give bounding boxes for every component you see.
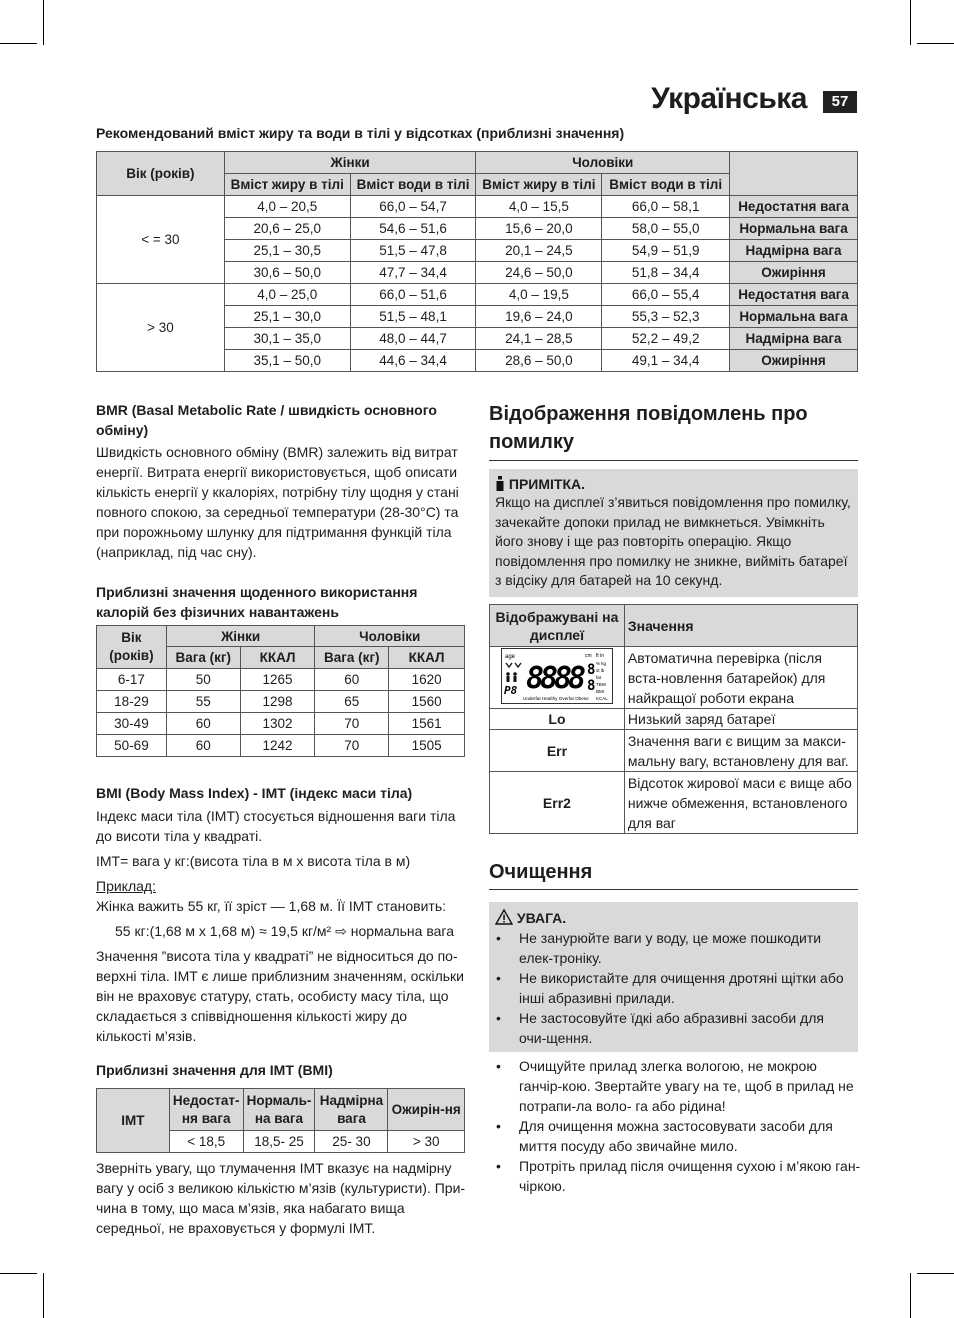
- lcd-ftin-label: ft in: [595, 653, 604, 659]
- kcal-cell: 1302: [240, 713, 315, 735]
- errors-heading-block: [489, 400, 858, 461]
- info-icon: [495, 476, 505, 491]
- kcal-cell: 1560: [389, 691, 465, 713]
- lcd-p8: P8: [503, 684, 518, 697]
- kcal-cell: 1561: [389, 713, 465, 735]
- error-meaning: Значення ваги є вищим за макси-мальну вагу, встановлену для ваг.: [624, 730, 857, 772]
- kcal-cell: 60: [166, 735, 240, 757]
- display-header: Відображувані на дисплеї: [490, 605, 625, 647]
- value-cell: 4,0 – 20,5: [224, 196, 350, 218]
- value-cell: 20,1 – 24,5: [476, 240, 602, 262]
- age-header: Вік (років): [97, 152, 225, 196]
- cleaning-item: • Протріть прилад після очищення сухою і м’якою ган-чіркою.: [489, 1156, 861, 1196]
- lcd-person-icon: [506, 676, 509, 682]
- bmi-text-2: Значення ”висота тіла у квадраті” не відноситься до по-верхні тіла. IMT є лише приблизним значенням, оскільки він не враховує статуру, стать, особисту масу тіла, що складається з співвідношення кількості жиру до кількості м’язів.: [96, 948, 464, 1044]
- crop-mark: [43, 0, 44, 45]
- age-group-cell: < = 30: [97, 196, 225, 284]
- cleaning-list: [489, 1056, 861, 1196]
- kcal-heading: Приблизні значення щоденного використання калорій без фізичних навантажень: [96, 584, 418, 620]
- kcal-cell: 30-49: [97, 713, 167, 735]
- error-code: Err2: [490, 772, 625, 834]
- lcd-display-image: [501, 648, 613, 704]
- note-title: ПРИМІТКА.: [508, 476, 586, 492]
- kcal-cell: 1242: [240, 735, 315, 757]
- fat-water-table: [96, 151, 858, 372]
- bmi-calc: [96, 921, 466, 941]
- value-cell: 44,6 – 34,4: [350, 350, 476, 372]
- note-title-row: [495, 476, 852, 493]
- weight-header: Вага (кг): [315, 647, 389, 669]
- men-header: Чоловіки: [476, 152, 730, 174]
- kcal-cell: 70: [315, 735, 389, 757]
- kcal-cell: 50: [166, 669, 240, 691]
- weight-header: Вага (кг): [166, 647, 240, 669]
- warning-icon: [495, 909, 513, 925]
- kcal-table-row: [97, 669, 465, 691]
- kcal-cell: 6-17: [97, 669, 167, 691]
- kcal-cell: 70: [315, 713, 389, 735]
- value-cell: 20,6 – 25,0: [224, 218, 350, 240]
- kcal-cell: 55: [166, 691, 240, 713]
- imt-table: [96, 1088, 465, 1153]
- category-cell: Недостатня вага: [730, 284, 858, 306]
- cleaning-heading-block: [489, 858, 858, 890]
- value-cell: 66,0 – 51,6: [350, 284, 476, 306]
- imt-value: 18,5- 25: [243, 1131, 315, 1153]
- warning-box: [489, 902, 858, 1052]
- lcd-person-icon: [513, 672, 517, 676]
- lcd-unit: KCAL: [595, 696, 608, 701]
- value-cell: 66,0 – 58,1: [602, 196, 730, 218]
- kcal-cell: 1298: [240, 691, 315, 713]
- cleaning-item: • Очищуйте прилад злегка вологою, не мокрою ганчір-кою. Звертайте увагу на те, щоб в прилад не потрапи-ла воло- га або рідина!: [489, 1056, 861, 1116]
- error-meaning: Низький заряд батареї: [624, 709, 857, 730]
- meaning-header: Значення: [624, 605, 857, 647]
- kcal-cell: 1620: [389, 669, 465, 691]
- value-cell: 55,3 – 52,3: [602, 306, 730, 328]
- value-cell: 49,1 – 34,4: [602, 350, 730, 372]
- imt-value: > 30: [388, 1131, 465, 1153]
- warning-title-row: [495, 908, 852, 928]
- warning-title: УВАГА.: [516, 910, 567, 926]
- lcd-unit: fat: [595, 675, 601, 680]
- value-cell: 51,5 – 47,8: [350, 240, 476, 262]
- bmi-formula: IMT= вага у кг:(висота тіла в м х висота тіла в м): [96, 853, 411, 869]
- fat-table-title: Рекомендований вміст жиру та води в тілі у відсотках (приблизні значення): [96, 125, 625, 141]
- fat-header: Вміст жиру в тілі: [476, 174, 602, 196]
- value-cell: 4,0 – 25,0: [224, 284, 350, 306]
- kcal-table: [96, 625, 465, 757]
- lcd-display-cell: [490, 647, 625, 709]
- crop-mark: [917, 43, 954, 44]
- crop-mark: [917, 1273, 954, 1274]
- category-cell: Надмірна вага: [730, 240, 858, 262]
- bmr-text: Швидкість основного обміну (BMR) залежить від витрат енергії. Витрата енергії використовується, щоб описати кількість енергії у ккалоріях, потрібну тілу щодня у стані повного спокою, за середньої температури (28-30°C) та при порожньому шлунку для підтримання функцій тіла (наприклад, під час сну).: [96, 444, 459, 560]
- kcal-cell: 60: [166, 713, 240, 735]
- value-cell: 66,0 – 54,7: [350, 196, 476, 218]
- category-cell: Нормальна вага: [730, 218, 858, 240]
- cleaning-heading: Очищення: [489, 861, 593, 883]
- lcd-small-digit: 8: [586, 662, 596, 678]
- lcd-digits: 8888: [525, 661, 586, 696]
- errors-heading: Відображення повідомлень про помилку: [489, 403, 808, 453]
- example-text: Жінка важить 55 кг, її зріст — 1,68 м. Її IMT становить:: [96, 898, 447, 914]
- warning-item: • Не застосовуйте їдкі або абразивні засоби для очи-щення.: [489, 1008, 849, 1048]
- kcal-men-header: Чоловіки: [315, 626, 465, 647]
- kcal-age-header: Вік (років): [97, 626, 167, 669]
- crop-mark: [0, 1273, 37, 1274]
- value-cell: 4,0 – 15,5: [476, 196, 602, 218]
- imt-value: 25- 30: [315, 1131, 388, 1153]
- bmr-section: [96, 400, 466, 562]
- lcd-unit: st lb: [595, 668, 605, 673]
- arrow-icon: ⇨: [335, 923, 347, 939]
- note-text: Якщо на дисплеї з’явиться повідомлення про помилку, зачекайте допоки прилад не вимкнеться. Увімкніть його знову і ще раз повторіть операцію. Якщо повідомлення про помилку не зникне, вийміть батареї з відсіку для батарей на 10 секунд.: [495, 494, 851, 588]
- imt-label: IMT: [97, 1089, 170, 1153]
- note-box: [489, 469, 858, 597]
- category-cell: Надмірна вага: [730, 328, 858, 350]
- value-cell: 24,6 – 50,0: [476, 262, 602, 284]
- lcd-small-digit: 8: [586, 678, 596, 694]
- value-cell: 30,6 – 50,0: [224, 262, 350, 284]
- crop-mark: [910, 0, 911, 45]
- kcal-header: ККАЛ: [389, 647, 465, 669]
- value-cell: 51,8 – 34,4: [602, 262, 730, 284]
- category-cell: Нормальна вага: [730, 306, 858, 328]
- bmi-calc-expression: 55 кг:(1,68 м х 1,68 м) ≈ 19,5 кг/м²: [115, 923, 332, 939]
- value-cell: 24,1 – 28,5: [476, 328, 602, 350]
- lcd-person-icon: [513, 676, 516, 682]
- value-cell: 52,2 – 49,2: [602, 328, 730, 350]
- value-cell: 19,6 – 24,0: [476, 306, 602, 328]
- bmr-heading: BMR (Basal Metabolic Rate / швидкість основного обміну): [96, 402, 437, 438]
- value-cell: 15,6 – 20,0: [476, 218, 602, 240]
- value-cell: 48,0 – 44,7: [350, 328, 476, 350]
- water-header: Вміст води в тілі: [350, 174, 476, 196]
- value-cell: 51,5 – 48,1: [350, 306, 476, 328]
- category-cell: Недостатня вага: [730, 196, 858, 218]
- imt-heading: Приблизні значення для IMT (BMI): [96, 1062, 333, 1078]
- age-group-cell: > 30: [97, 284, 225, 372]
- value-cell: 58,0 – 55,0: [602, 218, 730, 240]
- value-cell: 47,7 – 34,4: [350, 262, 476, 284]
- bmi-section: [96, 783, 466, 1046]
- imt-header: Недостат-ня вага: [169, 1089, 243, 1131]
- fat-table-row: [97, 284, 858, 306]
- fat-table-row: [97, 196, 858, 218]
- lcd-age-label: age: [504, 654, 515, 660]
- value-cell: 35,1 – 50,0: [224, 350, 350, 372]
- warning-item: • Не використайте для очищення дротяні щітки або інші абразивні прилади.: [489, 968, 849, 1008]
- imt-note: Зверніть увагу, що тлумачення IMT вказує на надмірну вагу у осіб з великою кількістю м’язів (культуристи). При-чина в тому, що маса м’язів, яка набагато вища середньої, не враховується у формулі IMT.: [96, 1160, 466, 1236]
- value-cell: 54,9 – 51,9: [602, 240, 730, 262]
- lcd-person-icon: [506, 672, 510, 676]
- kcal-table-row: [97, 713, 465, 735]
- kcal-women-header: Жінки: [166, 626, 315, 647]
- bmi-heading: BMI (Body Mass Index) - IMT (індекс маси тіла): [96, 785, 413, 801]
- value-cell: 28,6 – 50,0: [476, 350, 602, 372]
- value-cell: 54,6 – 51,6: [350, 218, 476, 240]
- imt-header: Ожирін-ня: [388, 1089, 465, 1131]
- kcal-header: ККАЛ: [240, 647, 315, 669]
- lcd-unit: BMI: [595, 689, 604, 694]
- example-label: Приклад:: [96, 878, 156, 894]
- lcd-unit: TBW: [595, 682, 606, 687]
- imt-header: Надмірна вага: [315, 1089, 388, 1131]
- bmi-calc-result: нормальна вага: [350, 923, 454, 939]
- value-cell: 30,1 – 35,0: [224, 328, 350, 350]
- page-number: 57: [823, 91, 857, 113]
- women-header: Жінки: [224, 152, 476, 174]
- page-language-title: Українська: [651, 82, 807, 115]
- imt-header: Нормаль-на вага: [243, 1089, 315, 1131]
- value-cell: 25,1 – 30,0: [224, 306, 350, 328]
- lcd-cm-label: cm: [584, 653, 592, 659]
- lcd-unit: % kg: [595, 661, 606, 666]
- crop-mark: [43, 1273, 44, 1318]
- crop-mark: [910, 1273, 911, 1318]
- error-meaning: Автоматична перевірка (після вста-новлення батарейок) для найкращої роботи екрана: [624, 647, 857, 709]
- warning-list: [489, 928, 849, 1048]
- water-header: Вміст води в тілі: [602, 174, 730, 196]
- bmi-text: Індекс маси тіла (IMT) стосується відношення ваги тіла до висоти тіла у квадраті.: [96, 808, 456, 844]
- kcal-table-row: [97, 735, 465, 757]
- error-meaning: Відсоток жирової маси є вище або нижче обмеження, встановленого для ваг: [624, 772, 857, 834]
- category-cell: Ожиріння: [730, 262, 858, 284]
- kcal-cell: 1505: [389, 735, 465, 757]
- kcal-cell: 1265: [240, 669, 315, 691]
- kcal-cell: 50-69: [97, 735, 167, 757]
- cleaning-item: • Для очищення можна застосовувати засоби для миття посуду або звичайне мило.: [489, 1116, 861, 1156]
- kcal-cell: 65: [315, 691, 389, 713]
- category-header: [730, 152, 858, 196]
- lcd-label-row: Underfat Healthy Overfat Obese: [522, 696, 589, 701]
- kcal-cell: 18-29: [97, 691, 167, 713]
- category-cell: Ожиріння: [730, 350, 858, 372]
- error-table: [489, 604, 858, 834]
- kcal-cell: 60: [315, 669, 389, 691]
- fat-header: Вміст жиру в тілі: [224, 174, 350, 196]
- value-cell: 25,1 – 30,5: [224, 240, 350, 262]
- crop-mark: [0, 43, 37, 44]
- imt-value: < 18,5: [169, 1131, 243, 1153]
- kcal-table-row: [97, 691, 465, 713]
- value-cell: 4,0 – 19,5: [476, 284, 602, 306]
- error-code: Err: [490, 730, 625, 772]
- error-code: Lo: [490, 709, 625, 730]
- warning-item: • Не занурюйте ваги у воду, це може пошкодити елек-троніку.: [489, 928, 849, 968]
- value-cell: 66,0 – 55,4: [602, 284, 730, 306]
